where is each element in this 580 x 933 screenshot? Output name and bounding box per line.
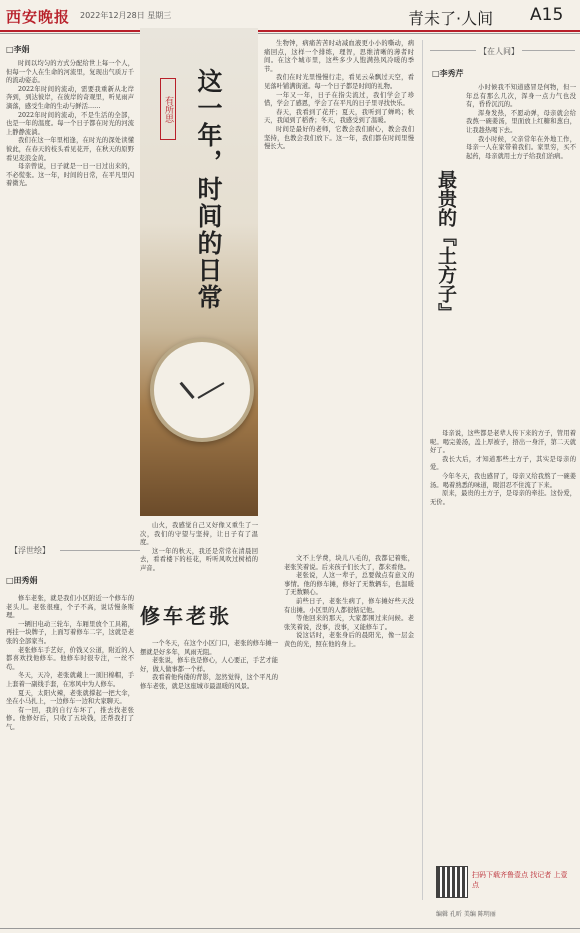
qr-code-icon[interactable] — [436, 866, 468, 898]
right-paragraph: 今年冬天，我也感冒了，母亲又给我熬了一碗姜汤。喝着熟悉的味道，眼泪忍不住流了下来。 — [430, 472, 576, 489]
feature-title: 这一年，时间的日常 — [194, 68, 223, 311]
fushi-paragraph: 修车老张，就是我们小区附近一个修车的老头儿。老张很瘦，个子不高，说话慢条斯理。 — [6, 595, 134, 620]
column2-paragraph: 时间是最好的老师，它教会我们耐心，教会我们坚持，也教会我们放下。这一年，我们都在时间里慢慢长大。 — [264, 125, 414, 151]
article1-paragraph: 2022年时间的流动，不是生活的全部，也是一年的温度。每一个日子都在时光的河流上静静流淌。 — [6, 111, 134, 136]
article1b-paragraph: 山火，我感觉自己又好像又重生了一次，我们的守望与坚持，让日子有了温度。 — [140, 522, 258, 547]
column2-paragraph: 我们在时光里慢慢行走，看见云朵飘过天空，看见落叶铺满街道。每一个日子都是时间的礼物。 — [264, 74, 414, 90]
footer-rule — [0, 928, 580, 929]
article1-continuation — [140, 522, 258, 572]
right-paragraph: 浑身发热，不愿动弹，母亲就会给我熬一碗姜汤，里面放上红糖和葱白，让我趁热喝下去。 — [466, 109, 576, 134]
fushi-paragraph: 冬天，天冷，老张就戴上一顶旧棉帽，手上套着一副线手套，在寒风中为人修车。 — [6, 672, 134, 688]
article-title-tufangzi: 最贵的『土方子』 — [435, 170, 457, 322]
masthead — [0, 0, 580, 32]
right-paragraph: 我长大后，才知道那些土方子，其实是母亲的爱。 — [430, 455, 576, 472]
column4-paragraph: 老张说，人这一辈子，总要做点有意义的事情。他的修车摊，修好了无数辆车，也温暖了无数颗心。 — [284, 572, 414, 597]
article1-paragraph: 母亲曾说，日子就是一日一日过出来的，不必慌张。这一年，时间的日常，在平凡里闪着微光。 — [6, 163, 134, 188]
section-divider — [60, 550, 140, 551]
editor-credit: 编辑 孔昕 美编 陈明丽 — [436, 911, 496, 918]
article1-paragraph: 我们在这一年里相逢，在时光的深处读懂彼此，在春天的枝头看见花开，在秋天的原野看见麦浪金黄。 — [6, 137, 134, 162]
fushi-paragraph: 一辆旧电动三轮车，车厢里放个工具箱，再挂一块牌子，上面写着修车二字，这就是老张的全部家当。 — [6, 620, 134, 645]
right-author: □李秀芹 — [432, 69, 464, 78]
article1-column-2 — [264, 40, 414, 540]
column-divider — [422, 40, 423, 900]
article1-paragraph: 2022年时间的流动，需要我重新从北岸奔到，到达彼岸，在彼岸的奇观里，听见雨声滴落，感受生命的生动与鲜活…… — [6, 85, 134, 110]
feature-tag: 有所思 — [160, 78, 176, 140]
fushi-author: □田秀娟 — [6, 576, 38, 585]
article1-column-1 — [6, 60, 134, 516]
fushi-paragraph: 有一回，我的自行车坏了，推去找老张修。他修好后，只收了五块钱，还帮我打了气。 — [6, 706, 134, 731]
right-paragraph: 小时候我不知道感冒是何物，但一年总有那么几次，浑身一点力气也没有，昏昏沉沉的。 — [466, 84, 576, 109]
column4-paragraph: 等他回来的那天，大家都围过来问候。老张笑着说，没事，没事，又能修车了。 — [284, 615, 414, 631]
column3-paragraph: 我看着他佝偻的背影，忽然觉得，这个平凡的修车老张，就是这座城市最温暖的风景。 — [140, 674, 278, 690]
right-column-bottom — [430, 430, 576, 860]
masthead-rule — [0, 30, 580, 32]
newspaper-logo: 西安晚报 — [6, 8, 71, 26]
feature-image-block — [140, 28, 258, 516]
fushi-paragraph: 老张修车手艺好，价钱又公道，附近的人都喜欢找他修车。他修车时很专注，一丝不苟。 — [6, 646, 134, 671]
fushi-column-3 — [284, 555, 414, 915]
column4-paragraph: 文不上学费，块儿八毛的，我都记着账，老张笑着说。后来孩子们长大了，都来看他。 — [284, 555, 414, 571]
right-paragraph: 原来，最贵的土方子，是母亲的牵挂。这份爱，无价。 — [430, 490, 576, 506]
column3-paragraph: 一个冬天，在这个小区门口，老张的修车摊一摆就是好多年，风雨无阻。 — [140, 640, 278, 656]
article1-paragraph: 时间以均匀的方式分配给世上每一个人，但每一个人在生命的河流里，复现出气质万千的流动姿态。 — [6, 60, 134, 85]
fushi-paragraph: 夏天，太阳火辣，老张就撑起一把大伞，坐在小马扎上，一边修车一边和大家聊天。 — [6, 689, 134, 706]
issue-date: 2022年12月28日 星期三 — [80, 11, 172, 20]
qr-caption: 扫码下载齐鲁壹点 找记者 上壹点 — [472, 871, 568, 889]
fushi-column-2 — [140, 640, 278, 915]
page-number: A15 — [530, 5, 564, 25]
section-title: 青未了·人间 — [408, 9, 494, 28]
column4-paragraph: 说这话时，老张身后的晨阳光，像一层金黄色的光，照在他的身上。 — [284, 632, 414, 648]
right-paragraph: 我小时候，父亲常年在外地工作，母亲一人在家带着我们。家里穷，买不起药，母亲就用土方子给我们治病。 — [466, 135, 576, 160]
masthead-thin-rule — [0, 33, 580, 34]
column3-paragraph: 老张说，修车也是修心，人心要正，手艺才能好，做人做事都一个样。 — [140, 657, 278, 673]
article1b-paragraph: 这一年的秋天，我还是常常在清晨回去，看看楼下的桂花，听听风吹过树梢的声音。 — [140, 547, 258, 572]
column2-paragraph: 春天，我看到了花开；夏天，我听到了蝉鸣；秋天，我闻到了稻香；冬天，我感受到了温暖。 — [264, 108, 414, 125]
section-label-fushi: 【浮世绘】 — [10, 546, 50, 555]
column2-paragraph: 一年又一年，日子在指尖流过，我们学会了珍惜，学会了感恩，学会了在平凡的日子里寻找快乐。 — [264, 91, 414, 108]
right-column-top — [466, 84, 576, 424]
article-title-repair: 修车老张 — [140, 604, 232, 628]
column2-paragraph: 生物钟，病痛苦苦时动减血液更小小的嘶动，病痛回点，这样一个排练，理智，思维清晰的薄者时间。在这个城市里，这些多少人饱满热风冷暖的季节。 — [264, 40, 414, 73]
fushi-column-1 — [6, 595, 134, 915]
column4-paragraph: 前些日子，老张生病了，修车摊好些天没有出摊。小区里的人都很惦记他。 — [284, 597, 414, 614]
section-label-zairenjian: 【在人间】 — [476, 46, 522, 57]
article1-author: □李娟 — [6, 45, 30, 54]
right-paragraph: 母亲说，这些都是老辈人传下来的方子，管用着呢。喝完姜汤，盖上厚被子，捂出一身汗，第二天就好了。 — [430, 430, 576, 455]
clock-icon — [150, 338, 254, 442]
